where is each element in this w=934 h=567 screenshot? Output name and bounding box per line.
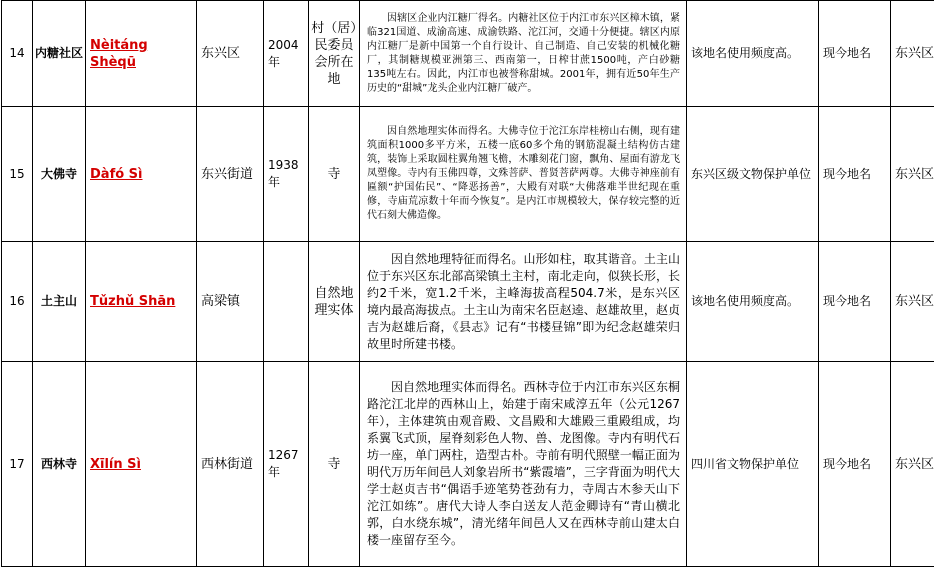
status: 现今地名 [819, 242, 891, 362]
row-number: 16 [2, 242, 33, 362]
year: 1938年 [264, 107, 309, 242]
note: 东兴区级文物保护单位 [687, 107, 819, 242]
place-name: 内糖社区 [33, 1, 86, 107]
year [264, 242, 309, 362]
place-pinyin: Tǔzhǔ Shān [86, 242, 197, 362]
district: 东兴区 [197, 1, 264, 107]
status: 现今地名 [819, 362, 891, 567]
area: 东兴区 [891, 1, 934, 107]
row-number: 17 [2, 362, 33, 567]
place-type: 寺 [309, 107, 360, 242]
district: 高梁镇 [197, 242, 264, 362]
place-name: 大佛寺 [33, 107, 86, 242]
table-row [2, 242, 934, 362]
table-row [2, 107, 934, 242]
year: 2004年 [264, 1, 309, 107]
place-pinyin: Xīlín Sì [86, 362, 197, 567]
table-row [2, 1, 934, 107]
area: 东兴区 [891, 362, 934, 567]
description-cell [360, 362, 687, 567]
row-number: 15 [2, 107, 33, 242]
district: 东兴街道 [197, 107, 264, 242]
table-row [2, 362, 934, 567]
place-type: 寺 [309, 362, 360, 567]
place-type: 自然地理实体 [309, 242, 360, 362]
note: 该地名使用频度高。 [687, 242, 819, 362]
note: 该地名使用频度高。 [687, 1, 819, 107]
description: 因自然地理实体而得名。西林寺位于内江市东兴区东桐路沱江北岸的西林山上，始建于南宋咸淳五年（公元1267年），主体建筑由观音殿、文昌殿和大雄殿三重殿组成，均系翼飞式顶，屋脊刻彩色人物、兽、龙图像。寺内有明代石坊一座，单门两柱，造型古朴。寺前有明代照壁一幅正面为明代万历年间邑人刘象岩所书“紫霞墙”，三字背面为明代大学士赵贞吉书“偶语手迹笔势苍劲有力，寺周古木参天山下沱江如练”。唐代大诗人李白送友人范金卿诗有“青山横北郭，白水绕东城”，清光绪年间邑人又在西林寺前山建太白楼一座留存至今。 [367, 379, 680, 549]
description: 因辖区企业内江糖厂得名。内糖社区位于内江市东兴区樟木镇，紧临321国道、成渝高速、成渝铁路、沱江河，交通十分便捷。辖区内原内江糖厂是新中国第一个自行设计、自己制造、自己安装的机械化糖厂，其制糖规模亚洲第三、西南第一，日榨甘蔗1500吨，产白砂糖135吨左右。因此，内江市也被誉称甜城。2001年，拥有近50年生产历史的“甜城”龙头企业内江糖厂破产。 [367, 12, 680, 96]
description-cell [360, 242, 687, 362]
description: 因自然地理特征而得名。山形如柱，取其谐音。土主山位于东兴区东北部高梁镇土主村，南北走向，似狭长形，长约2千米，宽1.2千米，主峰海拔高程504.7米，是东兴区境内最高海拔点。土主山为南宋名臣赵逵、赵雄故里，赵贞吉为赵雄后裔，《县志》记有“书楼昼锦”即为纪念赵雄荣归故里时所建书楼。 [367, 251, 680, 353]
description-cell [360, 1, 687, 107]
row-number: 14 [2, 1, 33, 107]
status: 现今地名 [819, 107, 891, 242]
district: 西林街道 [197, 362, 264, 567]
year: 1267年 [264, 362, 309, 567]
area: 东兴区 [891, 242, 934, 362]
note: 四川省文物保护单位 [687, 362, 819, 567]
place-type: 村（居）民委员会所在地 [309, 1, 360, 107]
area: 东兴区 [891, 107, 934, 242]
status: 现今地名 [819, 1, 891, 107]
place-pinyin: Nèitáng Shèqū [86, 1, 197, 107]
place-name-table [1, 0, 934, 567]
place-name: 土主山 [33, 242, 86, 362]
description-cell [360, 107, 687, 242]
place-pinyin: Dàfó Sì [86, 107, 197, 242]
description: 因自然地理实体而得名。大佛寺位于沱江东岸桂榜山右侧，现有建筑面积1000多平方米，五楼一底60多个角的钢筋混凝土结构仿古建筑，装饰上采取圆柱翼角翘飞檐，木雕刻花门窗，飘角、屋面有游龙飞凤塑像。寺内有玉佛四尊，文殊菩萨、普贤菩萨两尊。大佛寺神座前有匾额“护国佑民”、“降恶扬善”，大殿有对联“大佛落难半世纪现在重修，寺庙荒凉数十年而今恢复”。是内江市规模较大，保存较完整的近代石刻大佛造像。 [367, 125, 680, 223]
place-name: 西林寺 [33, 362, 86, 567]
